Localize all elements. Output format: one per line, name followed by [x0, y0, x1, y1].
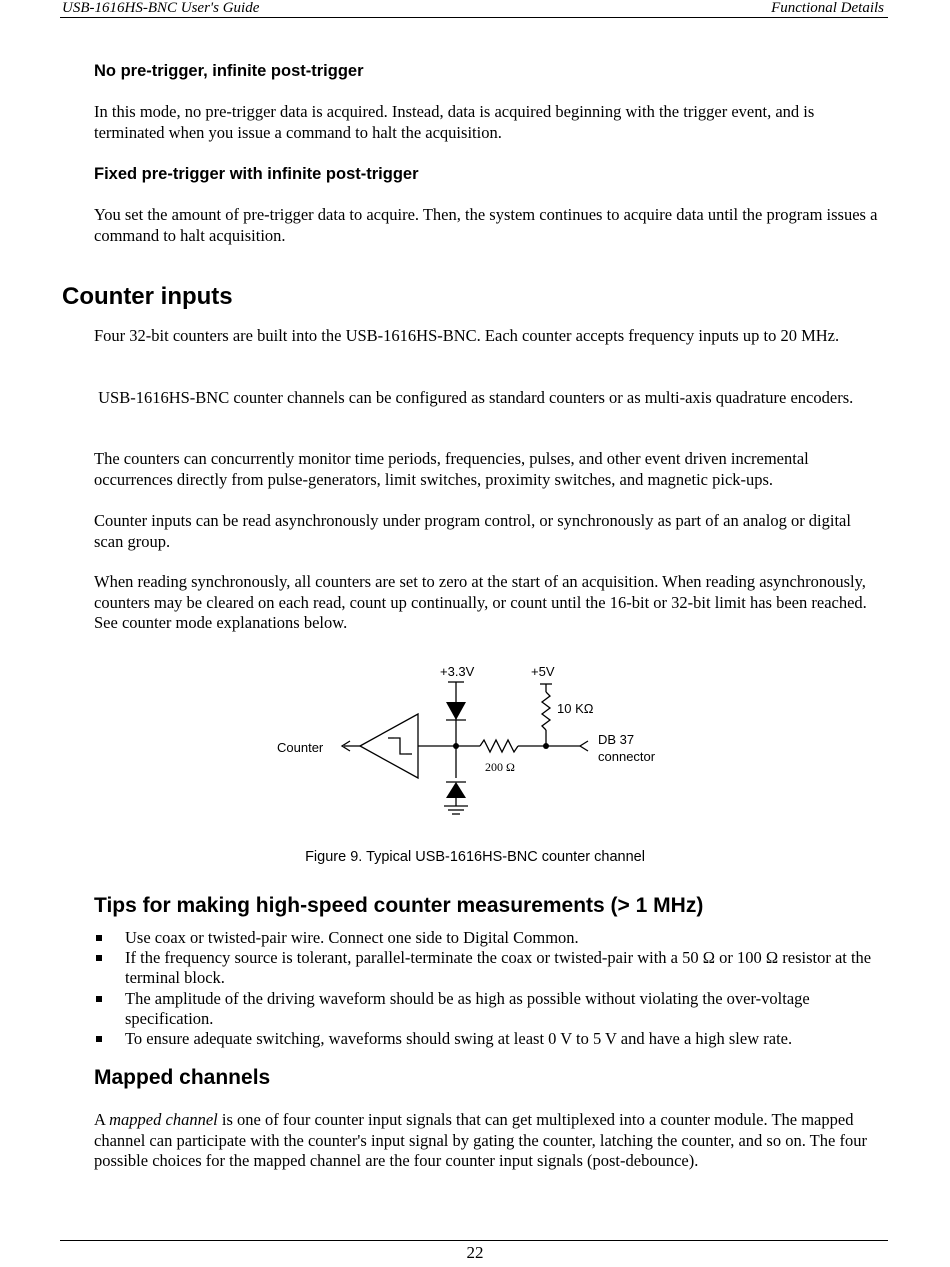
junction-dot — [543, 743, 549, 749]
label-5v: +5V — [531, 664, 555, 679]
counter-channel-schematic — [270, 658, 690, 828]
connector-arrow-icon — [580, 741, 588, 751]
paragraph-fixed-pretrigger: You set the amount of pre-trigger data to acquire. Then, the system continues to acquire data until the program issues a command to halt acquisition. — [94, 205, 878, 245]
paragraph-counter-5: When reading synchronously, all counters are set to zero at the start of an acquisition. When reading asynchronously, counters may be cleared on each read, count up continually, or count until the 16-bit or 32-bit limit has been reached. See counter mode explanations below. — [94, 572, 867, 632]
heading-tips: Tips for making high-speed counter measurements (> 1 MHz) — [94, 894, 704, 917]
header-rule — [60, 17, 888, 18]
label-counter: Counter — [277, 740, 324, 755]
label-db37: DB 37 — [598, 732, 635, 747]
figure-caption: Figure 9. Typical USB-1616HS-BNC counter channel — [305, 849, 645, 865]
resistor-10k-symbol — [542, 692, 550, 730]
list-item: To ensure adequate switching, waveforms should swing at least 0 V to 5 V and have a high slew rate. — [94, 1029, 894, 1049]
label-200-ohm: 200 Ω — [485, 760, 515, 774]
list-item: If the frequency source is tolerant, parallel-terminate the coax or twisted-pair with a 50 Ω or 100 Ω resistor at the terminal block. — [94, 948, 894, 988]
paragraph-no-pretrigger: In this mode, no pre-trigger data is acquired. Instead, data is acquired beginning with the trigger event, and is terminated when you issue a command to halt the acquisition. — [94, 102, 815, 142]
heading-no-pretrigger: No pre-trigger, infinite post-trigger — [94, 62, 364, 80]
header-section-title: Functional Details — [771, 0, 884, 16]
schmitt-buffer-symbol — [360, 714, 418, 778]
bullet-icon — [96, 955, 102, 961]
mapped-channel-term: mapped channel — [109, 1110, 218, 1129]
page-number: 22 — [466, 1243, 484, 1262]
bottom-diode-icon — [446, 782, 466, 798]
footer-rule — [60, 1240, 888, 1241]
list-item: Use coax or twisted-pair wire. Connect one side to Digital Common. — [94, 928, 894, 948]
paragraph-counter-2: USB-1616HS-BNC counter channels can be configured as standard counters or as multi-axis quadrature encoders. — [94, 388, 854, 407]
label-10k: 10 KΩ — [557, 701, 594, 716]
label-3v3: +3.3V — [440, 664, 475, 679]
junction-dot — [453, 743, 459, 749]
top-diode-icon — [446, 702, 466, 720]
heading-counter-inputs: Counter inputs — [62, 283, 233, 310]
paragraph-counter-3: The counters can concurrently monitor time periods, frequencies, pulses, and other event driven incremental occurrences directly from pulse-generators, limit switches, proximity switches, and magnetic pick-ups. — [94, 449, 809, 489]
label-connector: connector — [598, 749, 656, 764]
paragraph-counter-4: Counter inputs can be read asynchronously under program control, or synchronously as part of an analog or digital scan group. — [94, 511, 851, 551]
counter-channel-figure — [270, 658, 690, 828]
bullet-icon — [96, 935, 102, 941]
heading-fixed-pretrigger: Fixed pre-trigger with infinite post-trigger — [94, 165, 419, 183]
list-item: The amplitude of the driving waveform should be as high as possible without violating the over-voltage specification. — [94, 989, 894, 1029]
bullet-icon — [96, 1036, 102, 1042]
bullet-icon — [96, 996, 102, 1002]
heading-mapped-channels: Mapped channels — [94, 1066, 271, 1089]
paragraph-counter-1: Four 32-bit counters are built into the USB-1616HS-BNC. Each counter accepts frequency inputs up to 20 MHz. — [94, 326, 840, 345]
paragraph-mapped-channels: A mapped channel is one of four counter input signals that can get multiplexed into a counter module. The mapped channel can participate with the counter's input signal by gating the counter, latching the counter, and so on. The four possible choices for the mapped channel are the four counter input signals (post-debounce). — [94, 1110, 867, 1170]
tips-list — [94, 928, 894, 1049]
resistor-200-symbol — [480, 740, 518, 752]
header-doc-title: USB-1616HS-BNC User's Guide — [62, 0, 260, 16]
schmitt-trigger-icon — [394, 738, 406, 754]
